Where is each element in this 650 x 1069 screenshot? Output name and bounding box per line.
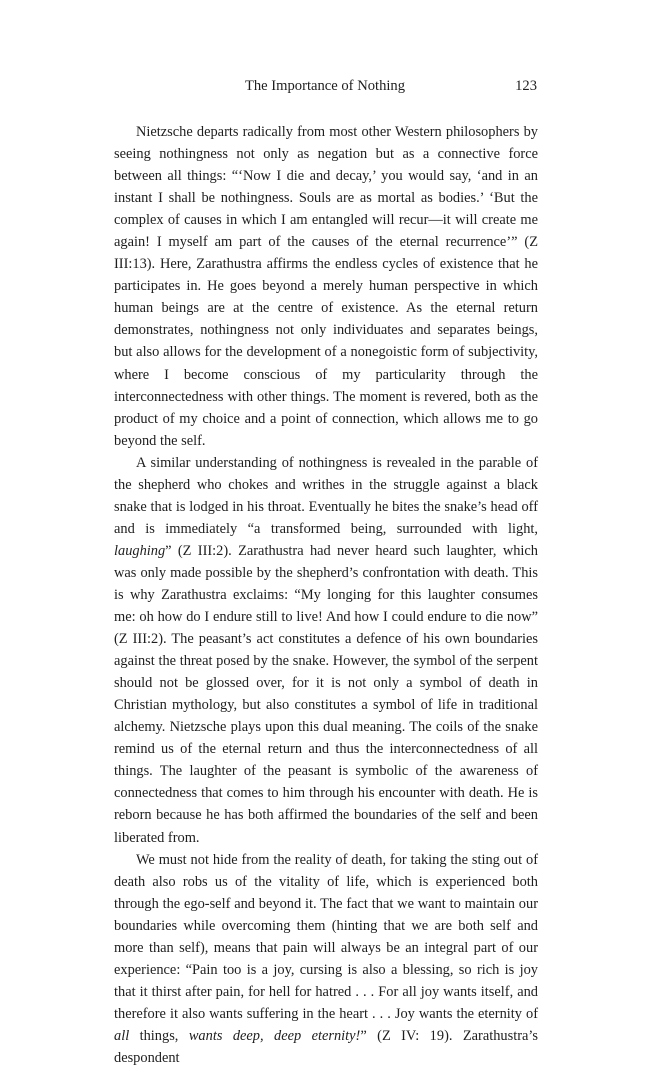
body-text xyxy=(114,121,538,1069)
text-run: Nietzsche departs radically from most other Western philosophers by seeing nothingness not only as negation but as a connective force between all things: “‘Now I die and decay,’ you would say, ‘and in an instant I shall be nothingness. Souls are as mortal as bodies.’ ‘But the complex of causes in which I am entangled will recur—it will create me again! I myself am part of the causes of the eternal recurrence’” (Z III:13). Here, Zarathustra affirms the endless cycles of existence that he participates in. He goes beyond a merely human perspective in which human beings are at the centre of existence. As the eternal return demonstrates, nothingness not only individuates and separates beings, but also allows for the development of a nonegoistic form of subjectivity, where I become conscious of my particularity through the interconnectedness with other things. The moment is revered, both as the product of my choice and a point of connection, which allows me to go beyond the self. xyxy=(114,124,538,449)
text-run: things, xyxy=(129,1027,189,1044)
running-head xyxy=(0,78,650,98)
page-number: 123 xyxy=(515,78,537,94)
italic-text-run: wants deep, deep eternity! xyxy=(188,1027,361,1044)
running-title: The Importance of Nothing xyxy=(244,78,406,94)
text-run: ” (Z III:2). Zarathustra had never heard such laughter, which was only made possible by the shepherd’s confrontation with death. This is why Zarathustra exclaims: “My longing for this laughter consumes me: oh how do I endure still to live! And how I could endure to die now” (Z III:2). The peasant’s act constitutes a defence of his own boundaries against the threat posed by the snake. However, the symbol of the serpent should not be glossed over, for it is not only a symbol of death in Christian mythology, but also constitutes a symbol of life in traditional alchemy. Nietzsche plays upon this dual meaning. The coils of the snake remind us of the eternal return and thus the interconnectedness of all things. The laughter of the peasant is symbolic of the awareness of connectedness that comes to him through his encounter with death. He is reborn because he has both affirmed the boundaries of the self and been liberated from. xyxy=(114,542,538,846)
paragraph xyxy=(114,849,538,1069)
italic-text-run: all xyxy=(114,1027,130,1044)
paragraph xyxy=(114,121,538,452)
text-run: We must not hide from the reality of death, for taking the sting out of death also robs us of the vitality of life, which is experienced both through the ego-self and beyond it. The fact that we want to maintain our boundaries while overcoming them (hinting that we are both self and more than self), means that pain will always be an integral part of our experience: “Pain too is a joy, cursing is also a blessing, so rich is joy that it thirst after pain, for hell for hatred . . . For all joy wants itself, and therefore it also wants suffering in the heart . . . Joy wants the eternity of xyxy=(114,851,538,1022)
text-run: A similar understanding of nothingness is revealed in the parable of the shepherd who chokes and writhes in the struggle against a black snake that is lodged in his throat. Eventually he bites the snake’s head off and is immediately “a transformed being, surrounded with light, xyxy=(114,454,538,537)
paragraph xyxy=(114,452,538,849)
italic-text-run: laughing xyxy=(114,542,166,559)
text-run: ” (Z IV: 19). Zarathustra’s despondent xyxy=(114,1027,538,1066)
